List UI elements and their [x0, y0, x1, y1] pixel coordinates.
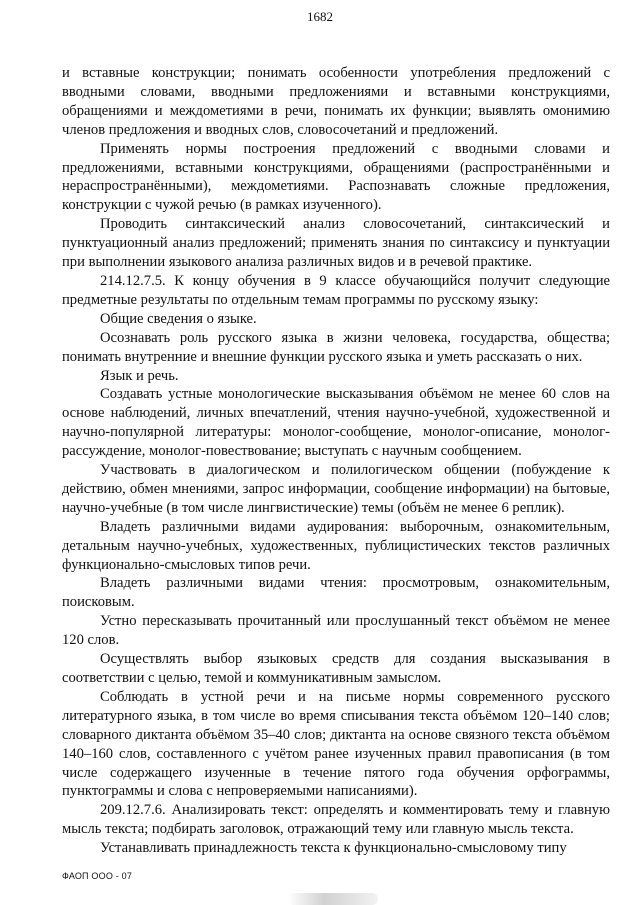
paragraph: Участвовать в диалогическом и полилогическом общении (побуждение к действию, обмен мнениями, запрос информации, сообщение информации) на бытовые, научно-учебные (в том числе лингвистические) темы (объём не менее 6 реплик).	[62, 462, 610, 516]
scan-smudge	[288, 893, 378, 905]
paragraph: Устно пересказывать прочитанный или прослушанный текст объёмом не менее 120 слов.	[62, 613, 610, 649]
paragraph: Осознавать роль русского языка в жизни человека, государства, общества; понимать внутренние и внешние функции русского языка и уметь рассказать о них.	[62, 329, 610, 365]
section-heading: Общие сведения о языке.	[100, 310, 257, 327]
paragraph: Владеть различными видами чтения: просмотровым, ознакомительным, поисковым.	[62, 575, 610, 611]
paragraph: и вставные конструкции; понимать особенности употребления предложений с вводными словами, вводными предложениями и вставными конструкциями, обращениями и междометиями в речи, понимать их функции; выявлять омонимию членов предложения и вводных слов, словосочетаний и предложений.	[62, 65, 610, 138]
footer-code: ФАОП ООО - 07	[62, 871, 133, 881]
paragraph: Владеть различными видами аудирования: выборочным, ознакомительным, детальным научно-учебных, художественных, публицистических текстов различных функционально-смысловых типов речи.	[62, 518, 610, 573]
paragraph: Проводить синтаксический анализ словосочетаний, синтаксический и пунктуационный анализ предложений; применять знания по синтаксису и пунктуации при выполнении языкового анализа различных видов и в речевой практике.	[62, 216, 610, 271]
paragraph: Применять нормы построения предложений с вводными словами и предложениями, вставными конструкциями, обращениями (распространёнными и нераспространёнными), междометиями. Распознавать сложные предложения, конструкции с чужой речью (в рамках изученного).	[62, 140, 610, 214]
paragraph: 214.12.7.5. К концу обучения в 9 классе обучающийся получит следующие предметные результаты по отдельным темам программы по русскому языку:	[62, 272, 610, 308]
paragraph: Создавать устные монологические высказывания объёмом не менее 60 слов на основе наблюдений, личных впечатлений, чтения научно-учебной, художественной и научно-популярной литературы: монолог-сообщение, монолог-описание, монолог-рассуждение, монолог-повествование; выступать с научным сообщением.	[62, 386, 610, 460]
paragraph: Соблюдать в устной речи и на письме нормы современного русского литературного языка, в том числе во время списывания текста объёмом 120–140 слов; словарного диктанта объёмом 35–40 слов; диктанта на основе связного текста объёмом 140–160 слов, составленного с учётом ранее изученных правил правописания (в том числе содержащего изученные в течение пятого года обучения орфограммы, пунктограммы и слова с непроверяемыми написаниями).	[62, 688, 610, 800]
paragraph: 209.12.7.6. Анализировать текст: определять и комментировать тему и главную мысль текста; подбирать заголовок, отражающий тему или главную мысль текста.	[62, 802, 610, 838]
page-number: 1682	[307, 9, 333, 24]
section-heading: Язык и речь.	[100, 367, 179, 384]
document-body	[62, 64, 610, 858]
paragraph: Устанавливать принадлежность текста к функционально-смысловому типу	[100, 840, 567, 857]
paragraph: Осуществлять выбор языковых средств для создания высказывания в соответствии с целью, темой и коммуникативным замыслом.	[62, 651, 610, 686]
